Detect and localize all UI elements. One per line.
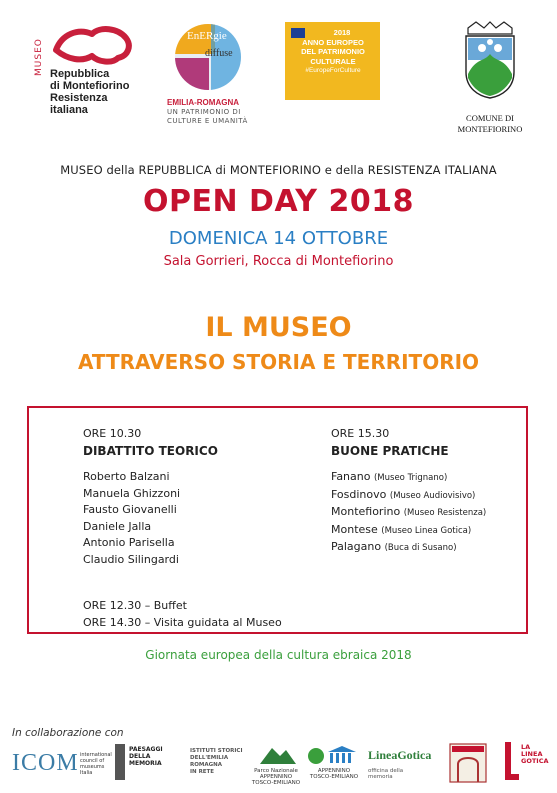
- museo-logo: [28, 20, 153, 120]
- mab-text: [306, 768, 362, 780]
- comune-logo: [440, 10, 540, 140]
- energie-diffuse-logo: [165, 24, 275, 129]
- header-logos: [0, 0, 557, 150]
- organizer-line: MUSEO della REPUBBLICA di MONTEFIORINO e della RESISTENZA ITALIANA: [60, 163, 497, 177]
- museo-line: Repubblica: [50, 68, 110, 80]
- la-linea-gotica-logo: [505, 742, 553, 784]
- lalinea-line: LINEA: [521, 750, 543, 758]
- istituti-line: ROMAGNA: [190, 762, 223, 768]
- list-item: [331, 487, 521, 505]
- practice-detail: (Museo Resistenza): [403, 508, 487, 518]
- practice-detail: (Buca di Susano): [384, 543, 457, 553]
- mab-line: TOSCO-EMILIANO: [309, 774, 359, 780]
- list-item: [331, 469, 521, 487]
- list-item: Roberto Balzani: [83, 470, 170, 483]
- event-date: DOMENICA 14 OTTOBRE: [168, 228, 389, 249]
- theme-title: IL MUSEO: [205, 312, 352, 343]
- eu-hashtag: #EuropeForCulture: [305, 67, 361, 74]
- museo-vertical-label: MUSEO: [34, 38, 44, 76]
- red-l-icon: [505, 742, 519, 780]
- eu-line: ANNO EUROPEO: [302, 37, 364, 47]
- montefiorino-map-icon: [48, 20, 138, 70]
- mab-line: APPENNINO: [317, 768, 351, 774]
- paesaggi-memoria-logo: [115, 742, 185, 784]
- unesco-temple-icon: [306, 742, 362, 766]
- energie-tagline: UN PATRIMONIO DI CULTURE E UMANITÀ: [167, 108, 248, 125]
- theme-subtitle: ATTRAVERSO STORIA E TERRITORIO: [77, 350, 480, 374]
- program-box: [27, 406, 528, 634]
- session-title: DIBATTITO TEORICO: [83, 443, 218, 458]
- list-item: [331, 522, 521, 540]
- energie-word: diffuse: [205, 48, 233, 59]
- archway-icon: [438, 742, 498, 784]
- lalinea-line: LA: [521, 743, 531, 751]
- program-extras: [83, 598, 282, 631]
- session-time: ORE 15.30: [331, 427, 390, 440]
- linea-wordmark: LineaGotica: [368, 748, 432, 762]
- paesaggi-bar-icon: [115, 744, 125, 780]
- icom-wordmark: ICOM: [12, 750, 79, 776]
- practice-place: Fosdinovo: [331, 487, 387, 501]
- comune-name: [440, 113, 540, 135]
- program-left-column: [83, 426, 283, 568]
- parco-line: Parco Nazionale: [254, 768, 298, 774]
- parco-nazionale-logo: [250, 742, 302, 784]
- practice-place: Palagano: [331, 540, 382, 553]
- list-item: [331, 504, 521, 522]
- paesaggi-line: DELLA MEMORIA: [129, 753, 162, 767]
- eu-heritage-text: [291, 28, 375, 76]
- lalinea-line: GOTICA: [521, 757, 549, 765]
- speaker-list: [83, 469, 283, 568]
- parco-line: APPENNINO: [259, 774, 293, 780]
- event-title: OPEN DAY 2018: [143, 184, 414, 219]
- session-time: ORE 10.30: [83, 427, 142, 440]
- mab-unesco-logo: [306, 742, 362, 784]
- paesaggi-line: PAESAGGI: [129, 746, 163, 753]
- partner-logos: [0, 742, 557, 793]
- eu-line: DEL PATRIMONIO: [301, 47, 365, 56]
- practice-detail: (Museo Linea Gotica): [381, 525, 472, 536]
- practice-place: Montefiorino: [331, 505, 401, 518]
- istituti-line: IN RETE: [190, 769, 215, 775]
- museo-line: Resistenza: [50, 92, 108, 104]
- comune-line: COMUNE DI: [466, 113, 514, 123]
- energie-circle-icon: [175, 24, 241, 90]
- practice-list: [331, 469, 521, 557]
- event-place: Sala Gorrieri, Rocca di Montefiorino: [163, 254, 394, 269]
- eu-heritage-logo: [285, 22, 380, 100]
- giornata-europea-line: Giornata europea della cultura ebraica 2018: [145, 648, 412, 662]
- visit-line: ORE 14.30 – Visita guidata al Museo: [83, 615, 282, 629]
- practice-place: Montese: [331, 522, 378, 536]
- paesaggi-text: [129, 746, 185, 767]
- practice-detail: (Museo Trignano): [373, 473, 448, 483]
- parco-line: TOSCO-EMILIANO: [251, 780, 301, 786]
- list-item: Fausto Giovanelli: [83, 503, 177, 516]
- linea-gotica-officina-logo: [366, 742, 432, 784]
- list-item: [331, 539, 521, 557]
- istituti-text: [190, 748, 243, 776]
- collaboration-label: In collaborazione con: [12, 727, 124, 739]
- eu-line: CULTURALE: [310, 56, 356, 66]
- museo-logo-text: [50, 68, 160, 116]
- practice-place: Fanano: [331, 470, 371, 483]
- icom-logo: [12, 742, 112, 784]
- buffet-line: ORE 12.30 – Buffet: [83, 599, 187, 612]
- icom-subtext: international council of museums Italia: [80, 752, 112, 776]
- list-item: Claudio Silingardi: [83, 552, 179, 566]
- lalinea-text: [521, 744, 549, 765]
- comune-line: MONTEFIORINO: [457, 124, 523, 134]
- museo-line: italiana: [50, 104, 88, 116]
- energie-region: EMILIA-ROMAGNA: [167, 98, 239, 107]
- session-title: BUONE PRATICHE: [331, 443, 449, 458]
- archive-crest-logo: [438, 742, 498, 784]
- mountain-icon: [250, 742, 302, 766]
- list-item: Daniele Jalla: [83, 519, 152, 533]
- program-right-column: [331, 426, 521, 557]
- eu-line: 2018: [333, 28, 351, 37]
- museo-line: di Montefiorino: [50, 80, 130, 92]
- list-item: Manuela Ghizzoni: [83, 486, 181, 500]
- parco-text: [250, 768, 302, 786]
- energie-word: EnERgie: [187, 30, 227, 42]
- list-item: Antonio Parisella: [83, 536, 175, 549]
- linea-subtext: officina della memoria: [368, 768, 404, 780]
- istituti-line: DELL'EMILIA: [190, 755, 229, 761]
- practice-detail: (Museo Audiovisivo): [389, 490, 476, 501]
- coat-of-arms-icon: [462, 18, 518, 100]
- istituti-line: ISTITUTI STORICI: [190, 748, 243, 754]
- istituti-storici-logo: [190, 742, 248, 784]
